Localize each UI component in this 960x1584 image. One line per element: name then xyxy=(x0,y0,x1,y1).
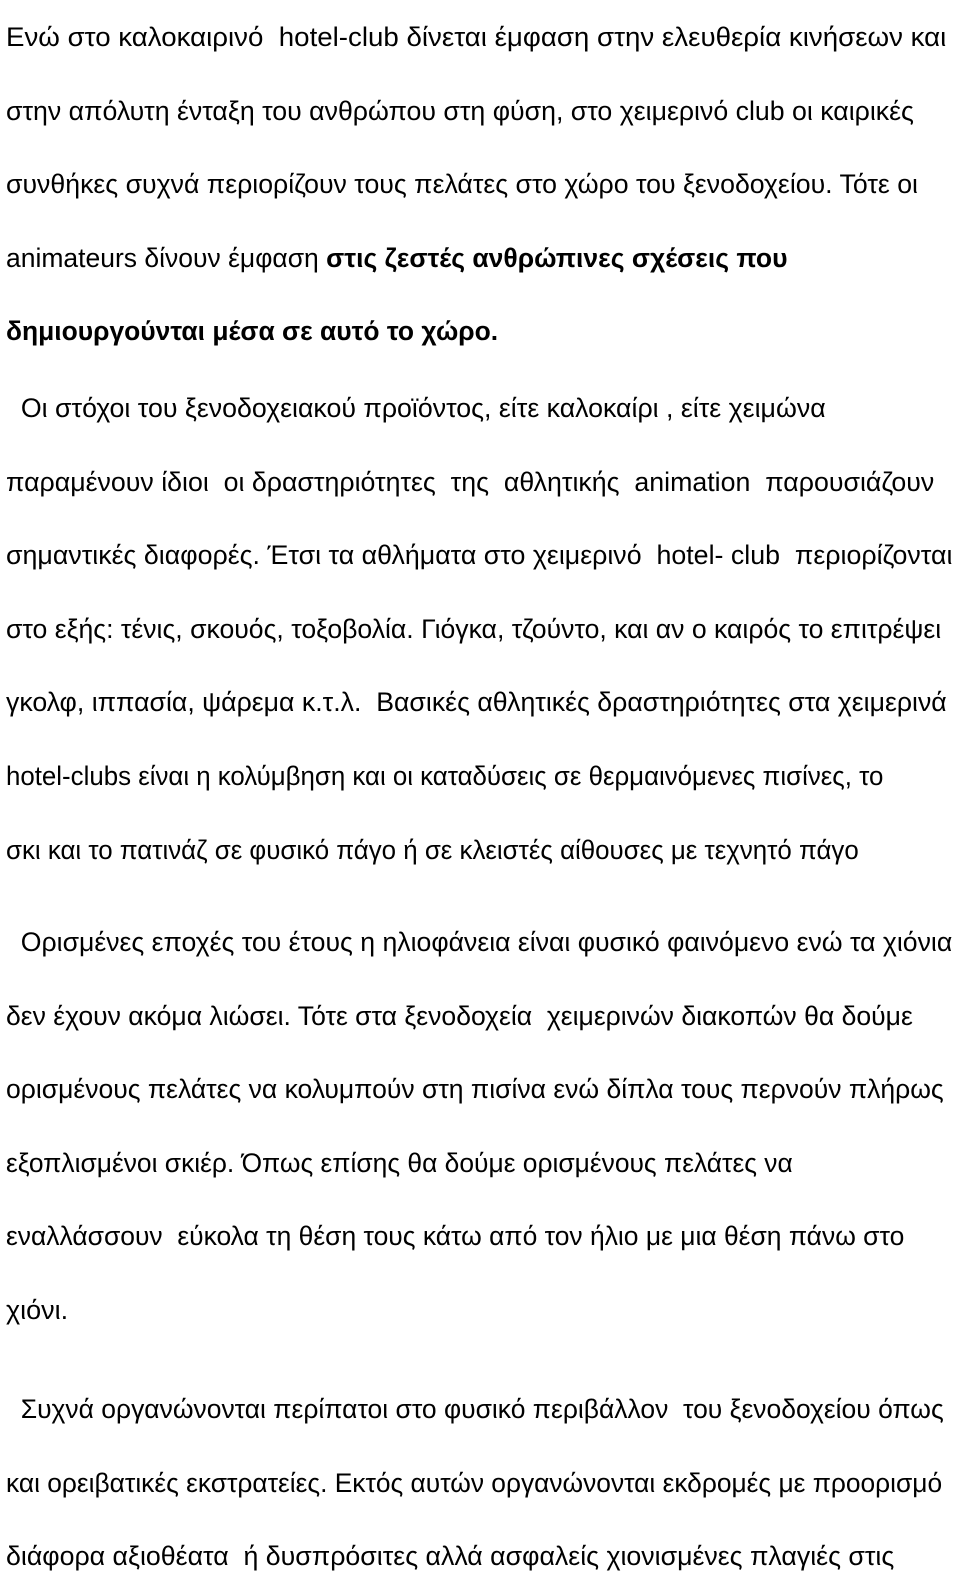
text-line xyxy=(6,538,952,572)
text-line xyxy=(6,759,883,793)
text-line xyxy=(6,833,859,867)
bold-text: δημιουργούνται μέσα σε αυτό το χώρο. xyxy=(6,316,499,347)
text-line xyxy=(6,391,826,425)
text-segment: στην απόλυτη ένταξη του ανθρώπου στη φύση, στο χειμερινό club οι καιρικές xyxy=(6,95,914,126)
text-line xyxy=(6,1146,793,1180)
text-line xyxy=(6,94,914,128)
text-segment: ορισμένους πελάτες να κολυμπούν στη πισίνα ενώ δίπλα τους περνούν πλήρως xyxy=(6,1074,944,1105)
text-line xyxy=(6,925,952,959)
text-segment: συνθήκες συχνά περιορίζουν τους πελάτες στο χώρο του ξενοδοχείου. Τότε οι xyxy=(6,169,918,200)
text-segment: Συχνά οργανώνονται περίπατοι στο φυσικό περιβάλλον του ξενοδοχείου όπως xyxy=(6,1394,944,1424)
text-segment: και ορειβατικές εκστρατείες. Εκτός αυτών οργανώνονται εκδρομές με προορισμό xyxy=(6,1467,943,1498)
text-segment: Ενώ στο καλοκαιρινό hotel-club δίνεται έμφαση στην ελευθερία κινήσεων και xyxy=(6,22,947,52)
text-line xyxy=(6,465,934,499)
text-line xyxy=(6,1072,944,1106)
text-line xyxy=(6,1392,944,1426)
text-line xyxy=(6,1293,68,1327)
text-segment: διάφορα αξιοθέατα ή δυσπρόσιτες αλλά ασφαλείς χιονισμένες πλαγιές στις xyxy=(6,1541,895,1572)
text-segment: δεν έχουν ακόμα λιώσει. Τότε στα ξενοδοχεία χειμερινών διακοπών θα δούμε xyxy=(6,1000,913,1031)
text-segment: σκι και το πατινάζ σε φυσικό πάγο ή σε κλειστές αίθουσες με τεχνητό πάγο xyxy=(6,834,859,865)
text-segment: εξοπλισμένοι σκιέρ. Όπως επίσης θα δούμε ορισμένους πελάτες να xyxy=(6,1147,793,1178)
text-line xyxy=(6,20,946,54)
text-segment: Ορισμένες εποχές του έτους η ηλιοφάνεια είναι φυσικό φαινόμενο ενώ τα χιόνια xyxy=(6,927,953,957)
text-line xyxy=(6,1219,904,1253)
text-segment: παραμένουν ίδιοι οι δραστηριότητες της αθλητικής animation παρουσιάζουν xyxy=(6,466,935,497)
text-line xyxy=(6,241,788,275)
text-segment: animateurs δίνουν έμφαση xyxy=(6,242,327,273)
text-line xyxy=(6,612,941,646)
text-line xyxy=(6,1539,894,1573)
text-segment: στο εξής: τένις, σκουός, τοξοβολία. Γιόγκα, τζούντο, και αν ο καιρός το επιτρέψει xyxy=(6,613,942,644)
text-segment: χιόνι. xyxy=(6,1295,69,1325)
text-line xyxy=(6,1466,942,1500)
text-line xyxy=(6,685,947,719)
text-line xyxy=(6,314,498,348)
bold-text: στις ζεστές ανθρώπινες σχέσεις που xyxy=(326,242,788,273)
text-segment: εναλλάσσουν εύκολα τη θέση τους κάτω από τον ήλιο με μια θέση πάνω στο xyxy=(6,1221,905,1252)
text-segment: γκολφ, ιππασία, ψάρεμα κ.τ.λ. Βασικές αθλητικές δραστηριότητες στα χειμερινά xyxy=(6,687,947,718)
text-line xyxy=(6,999,913,1033)
text-segment: Οι στόχοι του ξενοδοχειακού προϊόντος, είτε καλοκαίρι , είτε χειμώνα xyxy=(6,393,826,423)
text-segment: σημαντικές διαφορές. Έτσι τα αθλήματα στο χειμερινό hotel- club περιορίζονται xyxy=(6,540,953,571)
text-line xyxy=(6,167,918,201)
text-segment: hotel-clubs είναι η κολύμβηση και οι καταδύσεις σε θερμαινόμενες πισίνες, το xyxy=(6,761,884,791)
